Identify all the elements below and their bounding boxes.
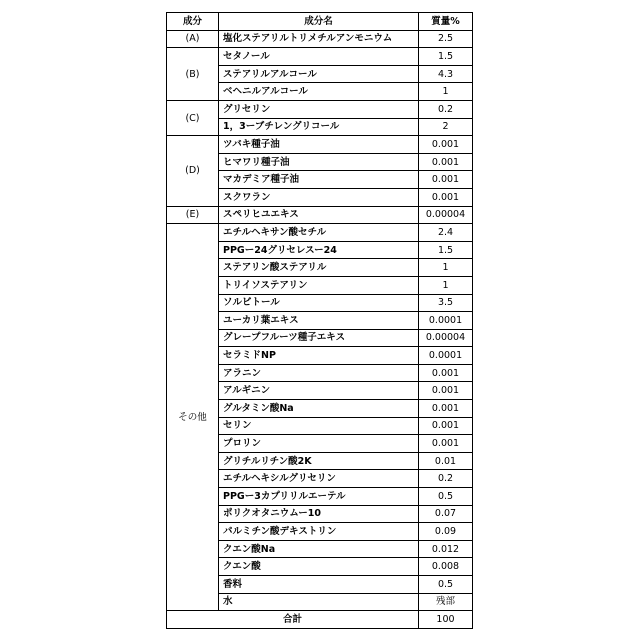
- total-label: 合計: [167, 611, 419, 629]
- ingredient-name: 水: [219, 593, 419, 611]
- total-row: [167, 611, 473, 629]
- ingredient-name: プロリン: [219, 435, 419, 453]
- group-label: (D): [167, 136, 219, 206]
- ingredient-amount: 0.2: [419, 100, 473, 118]
- ingredient-amount: 0.001: [419, 417, 473, 435]
- ingredient-name: マカデミア種子油: [219, 171, 419, 189]
- ingredient-amount: 0.001: [419, 136, 473, 154]
- ingredient-name: クエン酸Na: [219, 540, 419, 558]
- ingredient-amount: 0.001: [419, 400, 473, 418]
- ingredient-name: 1，3ーブチレングリコール: [219, 118, 419, 136]
- ingredient-name: ステアリルアルコール: [219, 65, 419, 83]
- ingredient-name: ツバキ種子油: [219, 136, 419, 154]
- ingredient-amount: 1: [419, 83, 473, 101]
- ingredient-name: トリイソステアリン: [219, 276, 419, 294]
- ingredient-name: ヒマワリ種子油: [219, 153, 419, 171]
- ingredient-name: スペリヒユエキス: [219, 206, 419, 224]
- ingredient-name: セラミドNP: [219, 347, 419, 365]
- ingredient-amount: 0.0001: [419, 312, 473, 330]
- table-row: [167, 48, 473, 66]
- ingredient-name: クエン酸: [219, 558, 419, 576]
- ingredient-name: スクワラン: [219, 188, 419, 206]
- ingredient-amount: 0.00004: [419, 206, 473, 224]
- group-label: (C): [167, 100, 219, 135]
- header-row: [167, 13, 473, 31]
- ingredient-name: アルギニン: [219, 382, 419, 400]
- ingredient-amount: 0.09: [419, 523, 473, 541]
- ingredient-name: ソルビトール: [219, 294, 419, 312]
- ingredient-name: 塩化ステアリルトリメチルアンモニウム: [219, 30, 419, 48]
- table-body: [167, 30, 473, 611]
- table-row: [167, 100, 473, 118]
- table-row: [167, 224, 473, 242]
- ingredient-amount: 0.001: [419, 171, 473, 189]
- ingredient-amount: 0.2: [419, 470, 473, 488]
- header-ingredient-name: 成分名: [219, 13, 419, 31]
- ingredient-name: ユーカリ葉エキス: [219, 312, 419, 330]
- ingredient-amount: 1: [419, 259, 473, 277]
- ingredient-amount: 2: [419, 118, 473, 136]
- header-mass-percent: 質量%: [419, 13, 473, 31]
- ingredient-name: パルミチン酸デキストリン: [219, 523, 419, 541]
- group-label: その他: [167, 224, 219, 611]
- ingredient-name: 香料: [219, 576, 419, 594]
- ingredient-amount: 3.5: [419, 294, 473, 312]
- ingredient-amount: 0.5: [419, 488, 473, 506]
- table-row: [167, 30, 473, 48]
- ingredient-amount: 0.001: [419, 153, 473, 171]
- ingredient-amount: 0.00004: [419, 329, 473, 347]
- ingredient-name: アラニン: [219, 364, 419, 382]
- group-label: (E): [167, 206, 219, 224]
- ingredient-name: ポリクオタニウムー10: [219, 505, 419, 523]
- group-label: (B): [167, 48, 219, 101]
- ingredient-name: エチルヘキシルグリセリン: [219, 470, 419, 488]
- ingredient-amount: 0.001: [419, 382, 473, 400]
- ingredient-amount: 4.3: [419, 65, 473, 83]
- ingredient-name: PPGー3カプリリルエーテル: [219, 488, 419, 506]
- ingredient-name: グリセリン: [219, 100, 419, 118]
- ingredient-name: グルタミン酸Na: [219, 400, 419, 418]
- ingredient-amount: 0.0001: [419, 347, 473, 365]
- ingredient-name: グレープフルーツ種子エキス: [219, 329, 419, 347]
- ingredient-amount: 0.07: [419, 505, 473, 523]
- ingredient-amount: 0.01: [419, 452, 473, 470]
- ingredient-amount: 0.012: [419, 540, 473, 558]
- ingredient-amount: 0.001: [419, 188, 473, 206]
- total-amount: 100: [419, 611, 473, 629]
- ingredient-name: ベヘニルアルコール: [219, 83, 419, 101]
- ingredient-amount: 1: [419, 276, 473, 294]
- ingredient-name: エチルヘキサン酸セチル: [219, 224, 419, 242]
- ingredient-amount: 1.5: [419, 48, 473, 66]
- table-row: [167, 206, 473, 224]
- ingredient-amount: 2.5: [419, 30, 473, 48]
- group-label: (A): [167, 30, 219, 48]
- ingredient-name: グリチルリチン酸2K: [219, 452, 419, 470]
- ingredient-amount: 0.001: [419, 364, 473, 382]
- ingredient-amount: 残部: [419, 593, 473, 611]
- header-group: 成分: [167, 13, 219, 31]
- formulation-table: [166, 12, 473, 629]
- ingredient-amount: 2.4: [419, 224, 473, 242]
- ingredient-name: セリン: [219, 417, 419, 435]
- ingredient-amount: 0.001: [419, 435, 473, 453]
- ingredient-name: ステアリン酸ステアリル: [219, 259, 419, 277]
- table-row: [167, 136, 473, 154]
- ingredient-name: PPGー24グリセレスー24: [219, 241, 419, 259]
- ingredient-amount: 0.008: [419, 558, 473, 576]
- ingredient-name: セタノール: [219, 48, 419, 66]
- ingredient-amount: 1.5: [419, 241, 473, 259]
- ingredient-amount: 0.5: [419, 576, 473, 594]
